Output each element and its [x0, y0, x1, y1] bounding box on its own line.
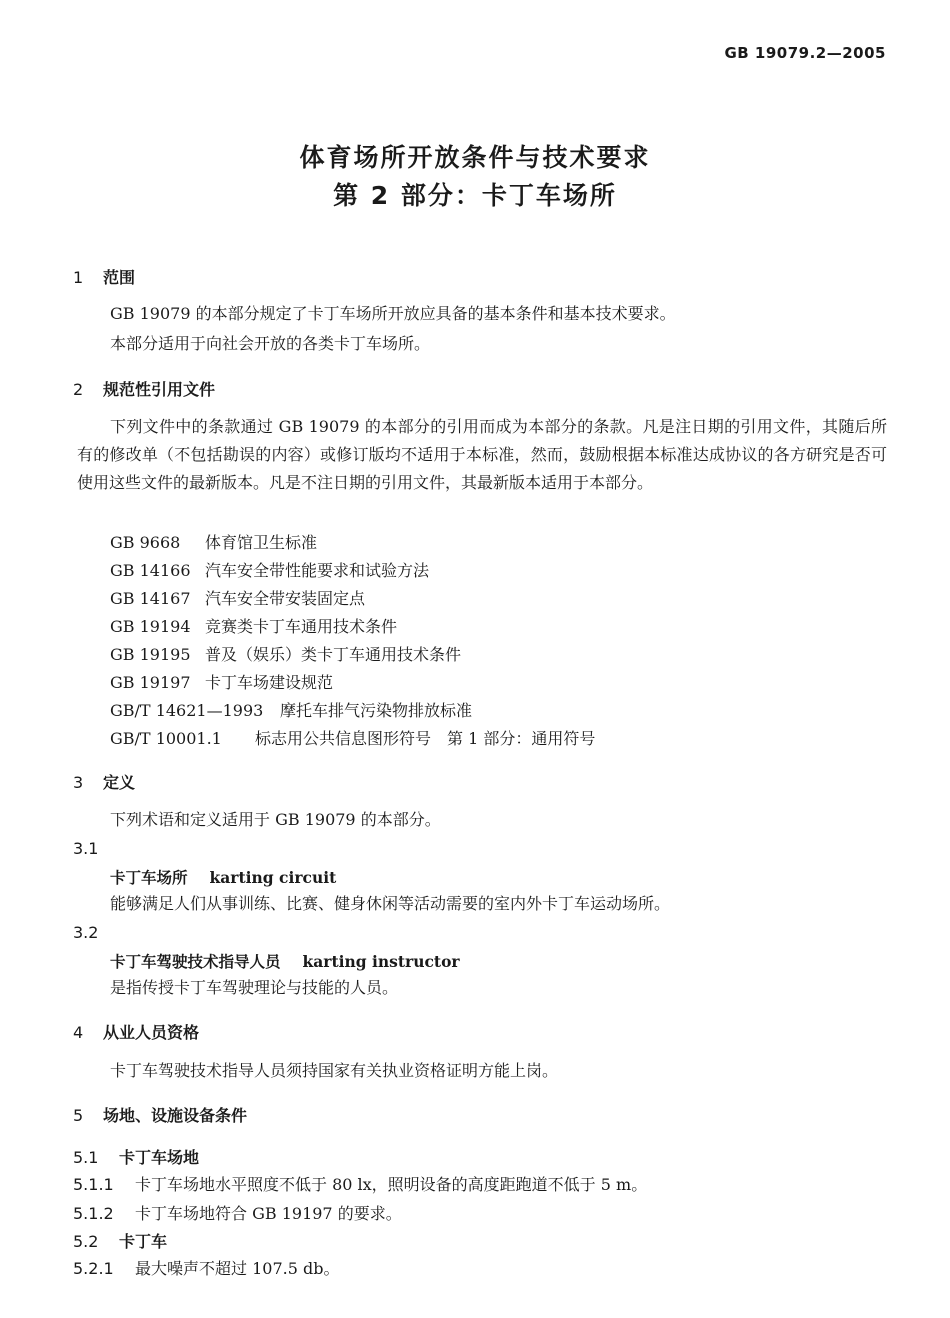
section-2-heading: [73, 377, 215, 400]
term-english: karting instructor: [302, 952, 460, 971]
term-chinese: 卡丁车场所: [110, 869, 188, 887]
reference-code: GB 19195: [110, 645, 191, 664]
reference-item: [110, 726, 595, 749]
reference-item: [110, 586, 365, 609]
reference-code: GB 9668: [110, 533, 181, 552]
clause-5-2-1: [73, 1256, 339, 1279]
section-3-heading: [73, 770, 135, 793]
reference-title: 竞赛类卡丁车通用技术条件: [205, 617, 398, 636]
section-number: 4: [73, 1023, 84, 1042]
reference-title: 体育馆卫生标准: [205, 533, 318, 552]
term-heading: [110, 866, 336, 888]
section-title: 规范性引用文件: [103, 380, 216, 399]
reference-code: GB 14167: [110, 589, 191, 608]
clause-5-1-1: [73, 1172, 647, 1195]
title-line-1: 体育场所开放条件与技术要求: [299, 143, 651, 172]
reference-item: [110, 614, 397, 637]
reference-code: GB 14166: [110, 561, 191, 580]
clause-number: 5.1.1: [73, 1175, 114, 1194]
clause-text: 卡丁车场地水平照度不低于 80 lx，照明设备的高度距跑道不低于 5 m。: [135, 1175, 648, 1194]
section-4-heading: [73, 1020, 199, 1043]
section-title: 从业人员资格: [103, 1023, 200, 1042]
reference-title: 标志用公共信息图形符号 第 1 部分：通用符号: [255, 729, 596, 748]
reference-title: 普及（娱乐）类卡丁车通用技术条件: [205, 645, 462, 664]
reference-item: [110, 670, 333, 693]
subsection-title: 卡丁车场地: [119, 1148, 200, 1167]
paragraph: 卡丁车驾驶技术指导人员须持国家有关执业资格证明方能上岗。: [110, 1061, 559, 1080]
term-definition: 是指传授卡丁车驾驶理论与技能的人员。: [110, 978, 399, 997]
clause-number: 5.1.2: [73, 1204, 114, 1223]
paragraph: GB 19079 的本部分规定了卡丁车场所开放应具备的基本条件和基本技术要求。: [110, 304, 676, 323]
reference-code: GB/T 14621—1993: [110, 701, 264, 720]
reference-code: GB/T 10001.1: [110, 729, 222, 748]
clause-text: 卡丁车场地符合 GB 19197 的要求。: [135, 1204, 402, 1223]
section-1-heading: [73, 265, 135, 288]
section-title: 定义: [103, 773, 136, 792]
subsection-number: 5.1: [73, 1148, 99, 1167]
section-number: 1: [73, 268, 84, 287]
paragraph: 下列术语和定义适用于 GB 19079 的本部分。: [110, 810, 441, 829]
term-chinese: 卡丁车驾驶技术指导人员: [110, 953, 281, 971]
term-heading: [110, 950, 460, 972]
subsection-5-1-heading: [73, 1145, 199, 1168]
section-title: 范围: [103, 268, 136, 287]
term-english: karting circuit: [209, 868, 337, 887]
reference-title: 摩托车排气污染物排放标准: [280, 701, 473, 720]
paragraph: 本部分适用于向社会开放的各类卡丁车场所。: [110, 334, 431, 353]
title-line-2: 第 2 部分：卡丁车场所: [333, 181, 617, 210]
term-definition: 能够满足人们从事训练、比赛、健身休闲等活动需要的室内外卡丁车运动场所。: [110, 894, 671, 913]
reference-title: 汽车安全带性能要求和试验方法: [205, 561, 430, 580]
clause-text: 最大噪声不超过 107.5 db。: [135, 1259, 340, 1278]
reference-code: GB 19197: [110, 673, 191, 692]
clause-5-1-2: [73, 1201, 402, 1224]
paragraph: 下列文件中的条款通过 GB 19079 的本部分的引用而成为本部分的条款。凡是注日期的引用文件，其随后所有的修改单（不包括勘误的内容）或修订版均不适用于本标准，然而，鼓励根据本标准达成协议的各方研究是否可使用这些文件的最新版本。凡是不注日期的引用文件，其最新版本适用于本部分。: [77, 417, 887, 492]
section-number: 3: [73, 773, 84, 792]
reference-code: GB 19194: [110, 617, 191, 636]
subsection-title: 卡丁车: [119, 1232, 168, 1251]
reference-title: 卡丁车场建设规范: [205, 673, 334, 692]
reference-item: [110, 530, 317, 553]
reference-title: 汽车安全带安装固定点: [205, 589, 366, 608]
clause-number: 5.2.1: [73, 1259, 114, 1278]
reference-item: [110, 642, 461, 665]
subsection-5-2-heading: [73, 1229, 167, 1252]
reference-item: [110, 558, 429, 581]
reference-item: [110, 698, 472, 721]
section-title: 场地、设施设备条件: [103, 1106, 248, 1125]
subsection-number: 5.2: [73, 1232, 99, 1251]
term-number: 3.2: [73, 923, 99, 942]
section-number: 2: [73, 380, 84, 399]
section-number: 5: [73, 1106, 84, 1125]
section-5-heading: [73, 1103, 247, 1126]
term-number: 3.1: [73, 839, 99, 858]
standard-code: GB 19079.2—2005: [724, 44, 886, 62]
